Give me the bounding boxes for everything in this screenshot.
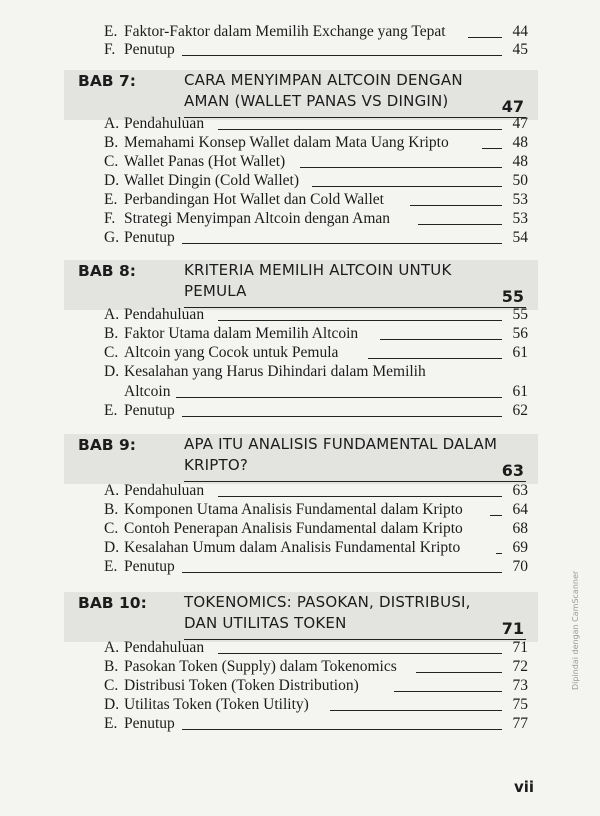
dot-leader [182, 729, 502, 730]
entry-title: Pendahuluan [124, 115, 205, 132]
entry-letter: C. [104, 344, 119, 361]
chapter-title-line: TOKENOMICS: PASOKAN, DISTRIBUSI, [184, 593, 471, 611]
entry-page: 73 [512, 677, 528, 694]
entry-page: 55 [512, 306, 528, 323]
entry-title: Pendahuluan [124, 482, 205, 499]
entry-title: Penutup [124, 558, 175, 575]
chapter-page: 47 [501, 97, 524, 116]
toc-entry [104, 676, 528, 696]
chapter-label: BAB 9: [78, 436, 137, 454]
toc-entry [104, 22, 528, 42]
dot-leader [182, 55, 502, 56]
entry-title: Altcoin yang Cocok untuk Pemula [124, 344, 339, 361]
entry-letter: A. [104, 482, 120, 499]
entry-title: Perbandingan Hot Wallet dan Cold Wallet [124, 191, 384, 208]
dot-leader [482, 148, 502, 149]
chapter-label: BAB 8: [78, 262, 137, 280]
toc-entry [104, 343, 528, 363]
dot-leader [330, 710, 502, 711]
dot-leader [394, 691, 502, 692]
entry-letter: B. [104, 658, 119, 675]
chapter-title-line: CARA MENYIMPAN ALTCOIN DENGAN [184, 71, 463, 89]
entry-page: 45 [512, 41, 528, 58]
entry-page: 48 [512, 153, 528, 170]
toc-entry [104, 557, 528, 577]
entry-title: Komponen Utama Analisis Fundamental dalam Kripto [124, 501, 463, 518]
entry-title: Pasokan Token (Supply) dalam Tokenomics [124, 658, 397, 675]
toc-entry [104, 481, 528, 501]
entry-title: Penutup [124, 229, 175, 246]
entry-title: Pendahuluan [124, 639, 205, 656]
entry-page: 61 [512, 344, 528, 361]
toc-entry [104, 305, 528, 325]
entry-page: 70 [512, 558, 528, 575]
toc-entry [104, 362, 528, 402]
toc-entry [104, 40, 528, 60]
chapter-title-line: KRIPTO? [184, 456, 249, 474]
chapter-heading [64, 592, 538, 642]
entry-title: Distribusi Token (Token Distribution) [124, 677, 359, 694]
dot-leader [490, 515, 502, 516]
entry-letter: C. [104, 520, 119, 537]
entry-letter: G. [104, 229, 120, 246]
entry-title: Penutup [124, 402, 175, 419]
entry-page: 69 [512, 539, 528, 556]
toc-entry [104, 209, 528, 229]
toc-entry [104, 114, 528, 134]
dot-leader [312, 186, 502, 187]
dot-leader [176, 397, 502, 398]
chapter-title-line: PEMULA [184, 282, 247, 300]
entry-title: Memahami Konsep Wallet dalam Mata Uang Kripto [124, 134, 449, 151]
entry-letter: F. [104, 41, 116, 58]
entry-letter: E. [104, 402, 118, 419]
dot-leader [218, 129, 502, 130]
entry-letter: B. [104, 501, 119, 518]
entry-title: Kesalahan Umum dalam Analisis Fundamental Kripto [124, 539, 461, 556]
entry-letter: D. [104, 696, 120, 713]
dot-leader [182, 416, 502, 417]
dot-leader [468, 37, 502, 38]
entry-letter: D. [104, 172, 120, 189]
dot-leader [380, 339, 502, 340]
toc-entry [104, 171, 528, 191]
chapter-label: BAB 10: [78, 594, 147, 612]
dot-leader [182, 572, 502, 573]
entry-letter: B. [104, 325, 119, 342]
toc-entry [104, 190, 528, 210]
toc-entry [104, 228, 528, 248]
entry-title: Utilitas Token (Token Utility) [124, 696, 309, 713]
entry-page: 77 [512, 715, 528, 732]
toc-entry [104, 538, 528, 558]
chapter-label: BAB 7: [78, 72, 137, 90]
dot-leader [416, 672, 502, 673]
toc-entry [104, 133, 528, 153]
chapter-page: 55 [501, 287, 524, 306]
entry-page: 44 [512, 23, 528, 40]
entry-page: 61 [512, 383, 528, 400]
dot-leader [218, 653, 502, 654]
scanner-watermark: Dipindai dengan CamScanner [571, 570, 580, 690]
entry-letter: A. [104, 639, 120, 656]
entry-title-continued: Altcoin [124, 383, 171, 400]
entry-page: 71 [512, 639, 528, 656]
chapter-heading [64, 260, 538, 310]
toc-entry [104, 152, 528, 172]
entry-letter: E. [104, 191, 118, 208]
entry-page: 48 [512, 134, 528, 151]
entry-title: Strategi Menyimpan Altcoin dengan Aman [124, 210, 391, 227]
entry-page: 53 [512, 210, 528, 227]
toc-entry [104, 714, 528, 734]
entry-letter: A. [104, 115, 120, 132]
chapter-page: 71 [501, 619, 524, 638]
entry-title: Faktor Utama dalam Memilih Altcoin [124, 325, 359, 342]
entry-page: 47 [512, 115, 528, 132]
entry-letter: C. [104, 677, 119, 694]
toc-entry [104, 657, 528, 677]
entry-title: Pendahuluan [124, 306, 205, 323]
dot-leader [418, 224, 502, 225]
entry-letter: A. [104, 306, 120, 323]
entry-page: 53 [512, 191, 528, 208]
chapter-title [184, 592, 524, 634]
entry-title: Wallet Panas (Hot Wallet) [124, 153, 286, 170]
entry-page: 56 [512, 325, 528, 342]
entry-page: 63 [512, 482, 528, 499]
toc-entry [104, 324, 528, 344]
entry-page: 68 [512, 520, 528, 537]
toc-entry [104, 695, 528, 715]
dot-leader [368, 358, 502, 359]
chapter-title-line: APA ITU ANALISIS FUNDAMENTAL DALAM [184, 435, 498, 453]
chapter-title-line: AMAN (WALLET PANAS VS DINGIN) [184, 92, 449, 110]
chapter-title-line: DAN UTILITAS TOKEN [184, 614, 347, 632]
entry-page: 62 [512, 402, 528, 419]
entry-letter: B. [104, 134, 119, 151]
entry-page: 72 [512, 658, 528, 675]
chapter-title-line: KRITERIA MEMILIH ALTCOIN UNTUK [184, 261, 452, 279]
chapter-page: 63 [501, 461, 524, 480]
entry-page: 54 [512, 229, 528, 246]
chapter-title [184, 70, 484, 112]
chapter-title [184, 434, 524, 476]
entry-letter: D. [104, 363, 120, 380]
entry-page: 50 [512, 172, 528, 189]
entry-title: Penutup [124, 41, 175, 58]
toc-entry [104, 500, 528, 520]
dot-leader [218, 320, 502, 321]
entry-letter: C. [104, 153, 119, 170]
page-folio: vii [513, 778, 534, 796]
entry-title: Wallet Dingin (Cold Wallet) [124, 172, 300, 189]
entry-letter: F. [104, 210, 116, 227]
entry-letter: E. [104, 23, 118, 40]
dot-leader [182, 243, 502, 244]
entry-title: Penutup [124, 715, 175, 732]
dot-leader [218, 496, 502, 497]
entry-title: Kesalahan yang Harus Dihindari dalam Memilih [124, 363, 426, 380]
chapter-heading [64, 434, 538, 484]
entry-title: Contoh Penerapan Analisis Fundamental dalam Kripto [124, 520, 463, 537]
chapter-heading [64, 70, 538, 120]
entry-title: Faktor-Faktor dalam Memilih Exchange yang Tepat [124, 23, 446, 40]
toc-entry [104, 519, 528, 539]
entry-letter: E. [104, 715, 118, 732]
toc-entry [104, 401, 528, 421]
dot-leader [300, 167, 502, 168]
dot-leader [410, 205, 502, 206]
dot-leader [496, 553, 502, 554]
toc-entry [104, 638, 528, 658]
entry-page: 75 [512, 696, 528, 713]
chapter-title [184, 260, 484, 302]
entry-letter: E. [104, 558, 118, 575]
entry-letter: D. [104, 539, 120, 556]
entry-page: 64 [512, 501, 528, 518]
